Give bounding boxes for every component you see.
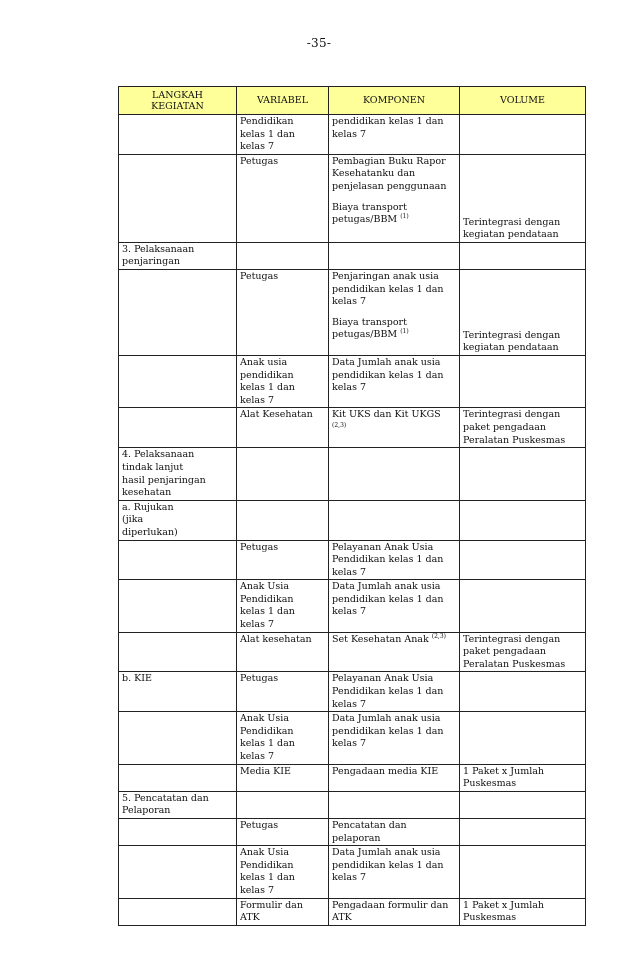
- cell-komponen: Pencatatan dan pelaporan: [329, 818, 460, 845]
- footnote-ref: (1): [400, 328, 409, 336]
- cell-langkah: [119, 355, 237, 407]
- table-row: [119, 712, 586, 764]
- cell-variabel: Petugas: [237, 154, 329, 242]
- cell-variabel: Anak Usia Pendidikan kelas 1 dan kelas 7: [237, 580, 329, 632]
- header-variabel: VARIABEL: [237, 87, 329, 115]
- cell-variabel: Pendidikan kelas 1 dan kelas 7: [237, 115, 329, 155]
- cell-komponen: Pengadaan formulir dan ATK: [329, 898, 460, 925]
- section-row: [119, 448, 586, 500]
- cell-langkah: [119, 408, 237, 448]
- cell-komponen: Pelayanan Anak Usia Pendidikan kelas 1 dan kelas 7: [329, 672, 460, 712]
- cell-variabel: Anak usia pendidikan kelas 1 dan kelas 7: [237, 355, 329, 407]
- section-row: [119, 791, 586, 818]
- cell-langkah: [119, 115, 237, 155]
- cell-komponen: pendidikan kelas 1 dan kelas 7: [329, 115, 460, 155]
- cell-langkah: [119, 764, 237, 791]
- cell-variabel: Media KIE: [237, 764, 329, 791]
- cell-langkah: [119, 540, 237, 580]
- page-number: -35-: [306, 36, 332, 50]
- cell-langkah: [119, 269, 237, 355]
- cell-empty: [460, 791, 586, 818]
- table-row: [119, 898, 586, 925]
- cell-volume: [460, 818, 586, 845]
- cell-variabel: Anak Usia Pendidikan kelas 1 dan kelas 7: [237, 712, 329, 764]
- table-row: [119, 764, 586, 791]
- cell-volume: Terintegrasi dengan paket pengadaan Peralatan Puskesmas: [460, 408, 586, 448]
- cell-volume: 1 Paket x Jumlah Puskesmas: [460, 764, 586, 791]
- cell-langkah: [119, 580, 237, 632]
- cell-volume: [460, 712, 586, 764]
- header-langkah-kegiatan: LANGKAH KEGIATAN: [119, 87, 237, 115]
- cell-komponen: Data Jumlah anak usia pendidikan kelas 1 dan kelas 7: [329, 712, 460, 764]
- cell-komponen: Pelayanan Anak Usia Pendidikan kelas 1 dan kelas 7: [329, 540, 460, 580]
- cell-langkah: [119, 712, 237, 764]
- cell-variabel: Petugas: [237, 672, 329, 712]
- cell-empty: [237, 500, 329, 540]
- cell-komponen: Data Jumlah anak usia pendidikan kelas 1 dan kelas 7: [329, 355, 460, 407]
- cell-komponen: [329, 408, 460, 448]
- cell-variabel: Petugas: [237, 269, 329, 355]
- cell-variabel: Formulir dan ATK: [237, 898, 329, 925]
- cell-komponen: [329, 154, 460, 242]
- table-row: [119, 408, 586, 448]
- cell-volume: [460, 846, 586, 898]
- header-volume: VOLUME: [460, 87, 586, 115]
- cell-langkah: 3. Pelaksanaan penjaringan: [119, 242, 237, 269]
- table-row: [119, 632, 586, 672]
- table-row: [119, 115, 586, 155]
- komponen-text: Biaya transport petugas/BBM: [332, 316, 407, 341]
- subsection-row: [119, 500, 586, 540]
- cell-volume: 1 Paket x Jumlah Puskesmas: [460, 898, 586, 925]
- cell-komponen: Data Jumlah anak usia pendidikan kelas 1 dan kelas 7: [329, 580, 460, 632]
- table-header-row: [119, 87, 586, 115]
- cell-empty: [237, 448, 329, 500]
- section-row: [119, 242, 586, 269]
- cell-volume: [460, 672, 586, 712]
- footnote-ref: (2,3): [332, 421, 347, 429]
- header-komponen: KOMPONEN: [329, 87, 460, 115]
- cell-komponen: [329, 269, 460, 355]
- cell-komponen: Pengadaan media KIE: [329, 764, 460, 791]
- cell-empty: [237, 791, 329, 818]
- cell-langkah: 5. Pencatatan dan Pelaporan: [119, 791, 237, 818]
- komponen-text: Kit UKS dan Kit UKGS: [332, 409, 441, 421]
- cell-variabel: Anak Usia Pendidikan kelas 1 dan kelas 7: [237, 846, 329, 898]
- cell-variabel: Alat Kesehatan: [237, 408, 329, 448]
- cell-langkah: [119, 818, 237, 845]
- footnote-ref: (1): [400, 213, 409, 220]
- cell-empty: [460, 448, 586, 500]
- cell-volume: [460, 355, 586, 407]
- cell-langkah: b. KIE: [119, 672, 237, 712]
- table-row: [119, 355, 586, 407]
- cell-langkah: [119, 846, 237, 898]
- cell-volume: [460, 540, 586, 580]
- cell-langkah: [119, 154, 237, 242]
- cell-variabel: Alat kesehatan: [237, 632, 329, 672]
- cell-empty: [329, 500, 460, 540]
- cell-langkah: 4. Pelaksanaan tindak lanjut hasil penjaringan kesehatan: [119, 448, 237, 500]
- footnote-ref: (2,3): [431, 632, 446, 640]
- komponen-text: Penjaringan anak usia pendidikan kelas 1 dan kelas 7: [332, 270, 444, 308]
- cell-langkah: [119, 632, 237, 672]
- komponen-text: Biaya transport petugas/BBM: [332, 201, 407, 226]
- cell-langkah: a. Rujukan (jika diperlukan): [119, 500, 237, 540]
- cell-komponen: Data Jumlah anak usia pendidikan kelas 1 dan kelas 7: [329, 846, 460, 898]
- cell-empty: [460, 500, 586, 540]
- table-row: [119, 540, 586, 580]
- table-row: [119, 269, 586, 355]
- table-row: [119, 846, 586, 898]
- cell-variabel: Petugas: [237, 818, 329, 845]
- cell-variabel: Petugas: [237, 540, 329, 580]
- komponen-text: Pembagian Buku Rapor Kesehatanku dan penjelasan penggunaan: [332, 155, 447, 192]
- cell-volume: Terintegrasi dengan paket pengadaan Peralatan Puskesmas: [460, 632, 586, 672]
- cell-volume: Terintegrasi dengan kegiatan pendataan: [460, 154, 586, 242]
- table-row: [119, 672, 586, 712]
- cell-komponen: [329, 632, 460, 672]
- cell-empty: [237, 242, 329, 269]
- cell-empty: [329, 242, 460, 269]
- cell-volume: [460, 115, 586, 155]
- cell-empty: [329, 791, 460, 818]
- cell-empty: [460, 242, 586, 269]
- cell-langkah: [119, 898, 237, 925]
- cell-empty: [329, 448, 460, 500]
- table-row: [119, 154, 586, 242]
- table-row: [119, 818, 586, 845]
- komponen-text: Set Kesehatan Anak: [332, 633, 429, 645]
- cell-volume: Terintegrasi dengan kegiatan pendataan: [460, 269, 586, 355]
- activity-table: [118, 86, 586, 926]
- cell-volume: [460, 580, 586, 632]
- table-row: [119, 580, 586, 632]
